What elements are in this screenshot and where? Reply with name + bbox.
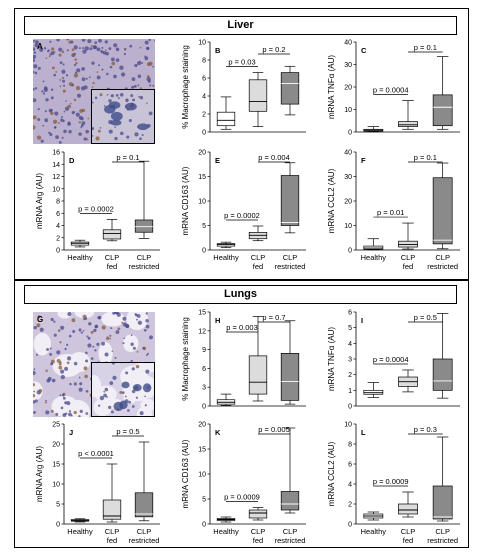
panel-letter-g: G [37,315,44,324]
y-tick-label: 40 [344,39,352,47]
y-axis-label: mRNA TNFα (AU) [327,54,336,120]
box-2 [398,101,417,130]
p-value-label: p = 0.01 [377,208,405,218]
box-iqr [135,220,153,232]
y-tick-label: 10 [198,198,206,206]
y-tick-label: 0 [56,247,60,255]
p-value-label: p = 0.0004 [372,354,409,364]
y-tick-label: 6 [202,75,206,83]
panel-letter: C [361,46,367,55]
chart-svg [172,420,312,548]
liver-micrograph-inset [91,89,155,144]
x-category-label: restricted [274,262,306,271]
panel-letter: E [215,156,221,165]
box-2 [249,226,267,241]
x-category-label: Healthy [213,253,239,262]
box-iqr [433,95,452,126]
y-tick-label: 4 [348,481,352,489]
x-category-label: CLP [282,253,298,262]
x-category-label: CLP [435,253,450,262]
y-axis-label: mRNA CCL2 (AU) [327,441,336,507]
x-category-label: CLP [250,527,266,536]
box-iqr [249,510,267,518]
p-value-label: p = 0.0009 [224,492,260,502]
x-category-label: Healthy [360,527,387,536]
x-category-label: fed [402,262,414,271]
y-tick-label: 6 [202,365,206,373]
x-category-label: Healthy [360,253,387,262]
chart-panel-e [172,148,312,274]
y-tick-label: 16 [52,149,60,157]
box-iqr [281,176,299,226]
p-value-label: p = 0.0002 [78,204,114,214]
chart-panel-d [26,148,166,274]
y-tick-label: 0 [202,129,206,137]
x-category-label: Healthy [67,527,93,536]
box-3 [281,66,299,115]
chart-svg [172,148,312,274]
y-tick-label: 5 [56,501,60,509]
y-tick-label: 10 [344,421,352,429]
y-tick-label: 5 [202,223,206,230]
box-iqr [398,122,417,127]
x-category-label: Healthy [67,253,93,262]
y-tick-label: 8 [56,198,60,206]
chart-svg [318,148,466,274]
box-3 [433,163,452,249]
y-axis-label: mRNA Arg (AU) [35,445,44,503]
p-value-label: p = 0.03 [228,57,256,67]
box-iqr [103,230,121,239]
liver-title: Liver [24,16,457,35]
y-tick-label: 15 [198,446,206,454]
chart-svg [26,148,166,274]
x-category-label: restricted [427,262,459,271]
lungs-micrograph [33,312,155,417]
box-3 [433,437,452,521]
box-iqr [433,486,452,519]
box-2 [398,492,417,517]
y-axis-label: mRNA CD163 (AU) [181,439,190,509]
x-category-label: fed [252,536,264,545]
panel-letter: D [69,156,75,165]
box-2 [103,219,121,240]
y-tick-label: 0 [202,247,206,255]
y-tick-label: 10 [198,39,206,47]
y-tick-label: 2 [202,111,206,119]
chart-svg [26,420,166,548]
y-tick-label: 0 [348,521,352,529]
y-tick-label: 14 [52,161,60,169]
y-tick-label: 8 [202,57,206,65]
liver-micrograph [33,39,155,144]
chart-panel-b [172,38,312,138]
box-iqr [217,112,235,126]
y-tick-label: 20 [344,84,352,92]
x-category-label: fed [106,536,118,545]
chart-svg [318,38,466,138]
x-category-label: restricted [128,262,160,271]
y-tick-label: 0 [56,521,60,529]
y-tick-label: 15 [198,309,206,317]
chart-svg [172,308,312,412]
x-category-label: CLP [250,253,266,262]
box-1 [217,97,235,129]
p-value-label: p = 0.004 [258,153,290,162]
y-tick-label: 2 [348,372,352,380]
y-tick-label: 15 [198,174,206,181]
y-tick-label: 4 [202,93,206,101]
y-tick-label: 12 [198,328,206,336]
y-tick-label: 5 [202,496,206,504]
p-value-label: p = 0.3 [413,425,437,434]
y-tick-label: 0 [348,247,352,255]
lungs-micrograph-inset [91,362,155,417]
box-3 [135,161,153,238]
box-iqr [281,73,299,105]
chart-panel-l [318,420,466,548]
y-tick-label: 0 [348,403,352,411]
panel-letter: F [361,156,366,165]
box-iqr [249,356,267,394]
box-3 [281,163,299,233]
x-category-label: CLP [136,253,152,262]
panel-letter-a: A [37,42,43,51]
box-iqr [135,493,153,517]
y-tick-label: 1 [348,387,352,395]
chart-panel-i [318,308,466,412]
x-category-label: CLP [104,253,120,262]
x-category-label: fed [252,262,264,271]
y-tick-label: 20 [52,441,60,449]
box-2 [249,73,267,127]
chart-panel-k [172,420,312,548]
y-tick-label: 0 [202,521,206,529]
box-1 [364,127,383,132]
y-tick-label: 20 [344,198,352,206]
y-tick-label: 10 [344,107,352,114]
box-3 [433,314,452,399]
y-tick-label: 10 [198,471,206,479]
y-tick-label: 6 [348,309,352,317]
p-value-label: p = 0.003 [226,323,258,332]
x-category-label: restricted [274,536,306,545]
y-tick-label: 10 [52,481,60,489]
box-3 [433,57,452,130]
box-iqr [249,80,267,112]
y-tick-label: 4 [348,340,352,348]
y-axis-label: mRNA Arg (AU) [35,172,44,230]
y-tick-label: 4 [56,223,60,230]
y-tick-label: 9 [202,347,206,355]
box-1 [71,240,89,247]
p-value-label: p = 0.7 [262,313,286,322]
box-3 [281,428,299,513]
x-category-label: CLP [400,253,416,262]
y-axis-label: mRNA TNFα (AU) [327,326,336,392]
x-category-label: fed [402,536,414,545]
p-value-label: p = 0.1 [116,153,140,162]
y-tick-label: 6 [348,461,352,469]
y-axis-label: mRNA CD163 (AU) [181,166,190,236]
y-tick-label: 15 [52,461,60,469]
box-2 [103,464,121,522]
lungs-title: Lungs [24,285,457,304]
y-tick-label: 2 [56,235,60,243]
y-tick-label: 8 [348,441,352,449]
panel-letter: K [215,428,221,437]
p-value-label: p = 0.0004 [372,85,409,95]
y-tick-label: 5 [348,325,352,333]
box-iqr [398,504,417,514]
panel-letter: H [215,316,221,325]
y-tick-label: 12 [52,174,60,181]
box-1 [71,519,89,522]
box-iqr [281,353,299,400]
box-1 [364,512,383,520]
x-category-label: CLP [435,527,450,536]
y-tick-label: 0 [202,403,206,411]
panel-letter: J [69,428,74,437]
box-iqr [281,492,299,511]
y-tick-label: 10 [52,186,60,194]
p-value-label: p = 0.2 [262,45,286,54]
box-1 [217,517,235,522]
y-tick-label: 3 [348,356,352,364]
chart-panel-h [172,308,312,412]
p-value-label: p = 0.0009 [372,477,409,486]
box-1 [364,383,383,398]
p-value-label: p = 0.0002 [224,210,260,220]
chart-svg [172,38,312,138]
p-value-label: p = 0.1 [413,153,437,162]
y-tick-label: 25 [52,421,60,429]
x-category-label: restricted [128,536,160,545]
p-value-label: p < 0.0001 [78,449,114,458]
chart-panel-c [318,38,466,138]
box-iqr [398,241,417,247]
chart-svg [318,308,466,412]
p-value-label: p = 0.005 [258,425,290,434]
y-axis-label: mRNA CCL2 (AU) [327,168,336,234]
y-tick-label: 10 [344,223,352,230]
box-2 [398,370,417,392]
x-category-label: restricted [427,536,459,545]
panel-letter: B [215,46,221,55]
x-category-label: CLP [104,527,120,536]
p-value-label: p = 0.5 [116,427,140,436]
y-axis-label: % Macrophage staining [181,317,190,401]
box-1 [217,394,235,405]
y-tick-label: 20 [198,421,206,429]
y-tick-label: 6 [56,210,60,218]
y-tick-label: 0 [348,129,352,137]
y-tick-label: 30 [344,62,352,69]
box-1 [364,239,383,250]
box-2 [398,223,417,249]
panel-letter: L [361,428,366,437]
box-iqr [433,178,452,244]
x-category-label: CLP [282,527,298,536]
box-3 [281,321,299,404]
x-category-label: Healthy [213,527,239,536]
box-iqr [433,359,452,390]
y-tick-label: 40 [344,149,352,157]
y-tick-label: 3 [202,384,206,392]
chart-panel-j [26,420,166,548]
p-value-label: p = 0.1 [413,43,437,52]
y-axis-label: % Macrophage staining [181,45,190,129]
chart-svg [318,420,466,548]
x-category-label: fed [106,262,118,271]
y-tick-label: 20 [198,149,206,157]
chart-panel-f [318,148,466,274]
panel-letter: I [361,316,364,325]
box-1 [217,242,235,247]
y-tick-label: 30 [344,174,352,181]
x-category-label: CLP [136,527,152,536]
x-category-label: CLP [400,527,416,536]
box-3 [135,442,153,521]
p-value-label: p = 0.5 [413,313,437,322]
y-tick-label: 2 [348,501,352,509]
box-2 [249,508,267,521]
